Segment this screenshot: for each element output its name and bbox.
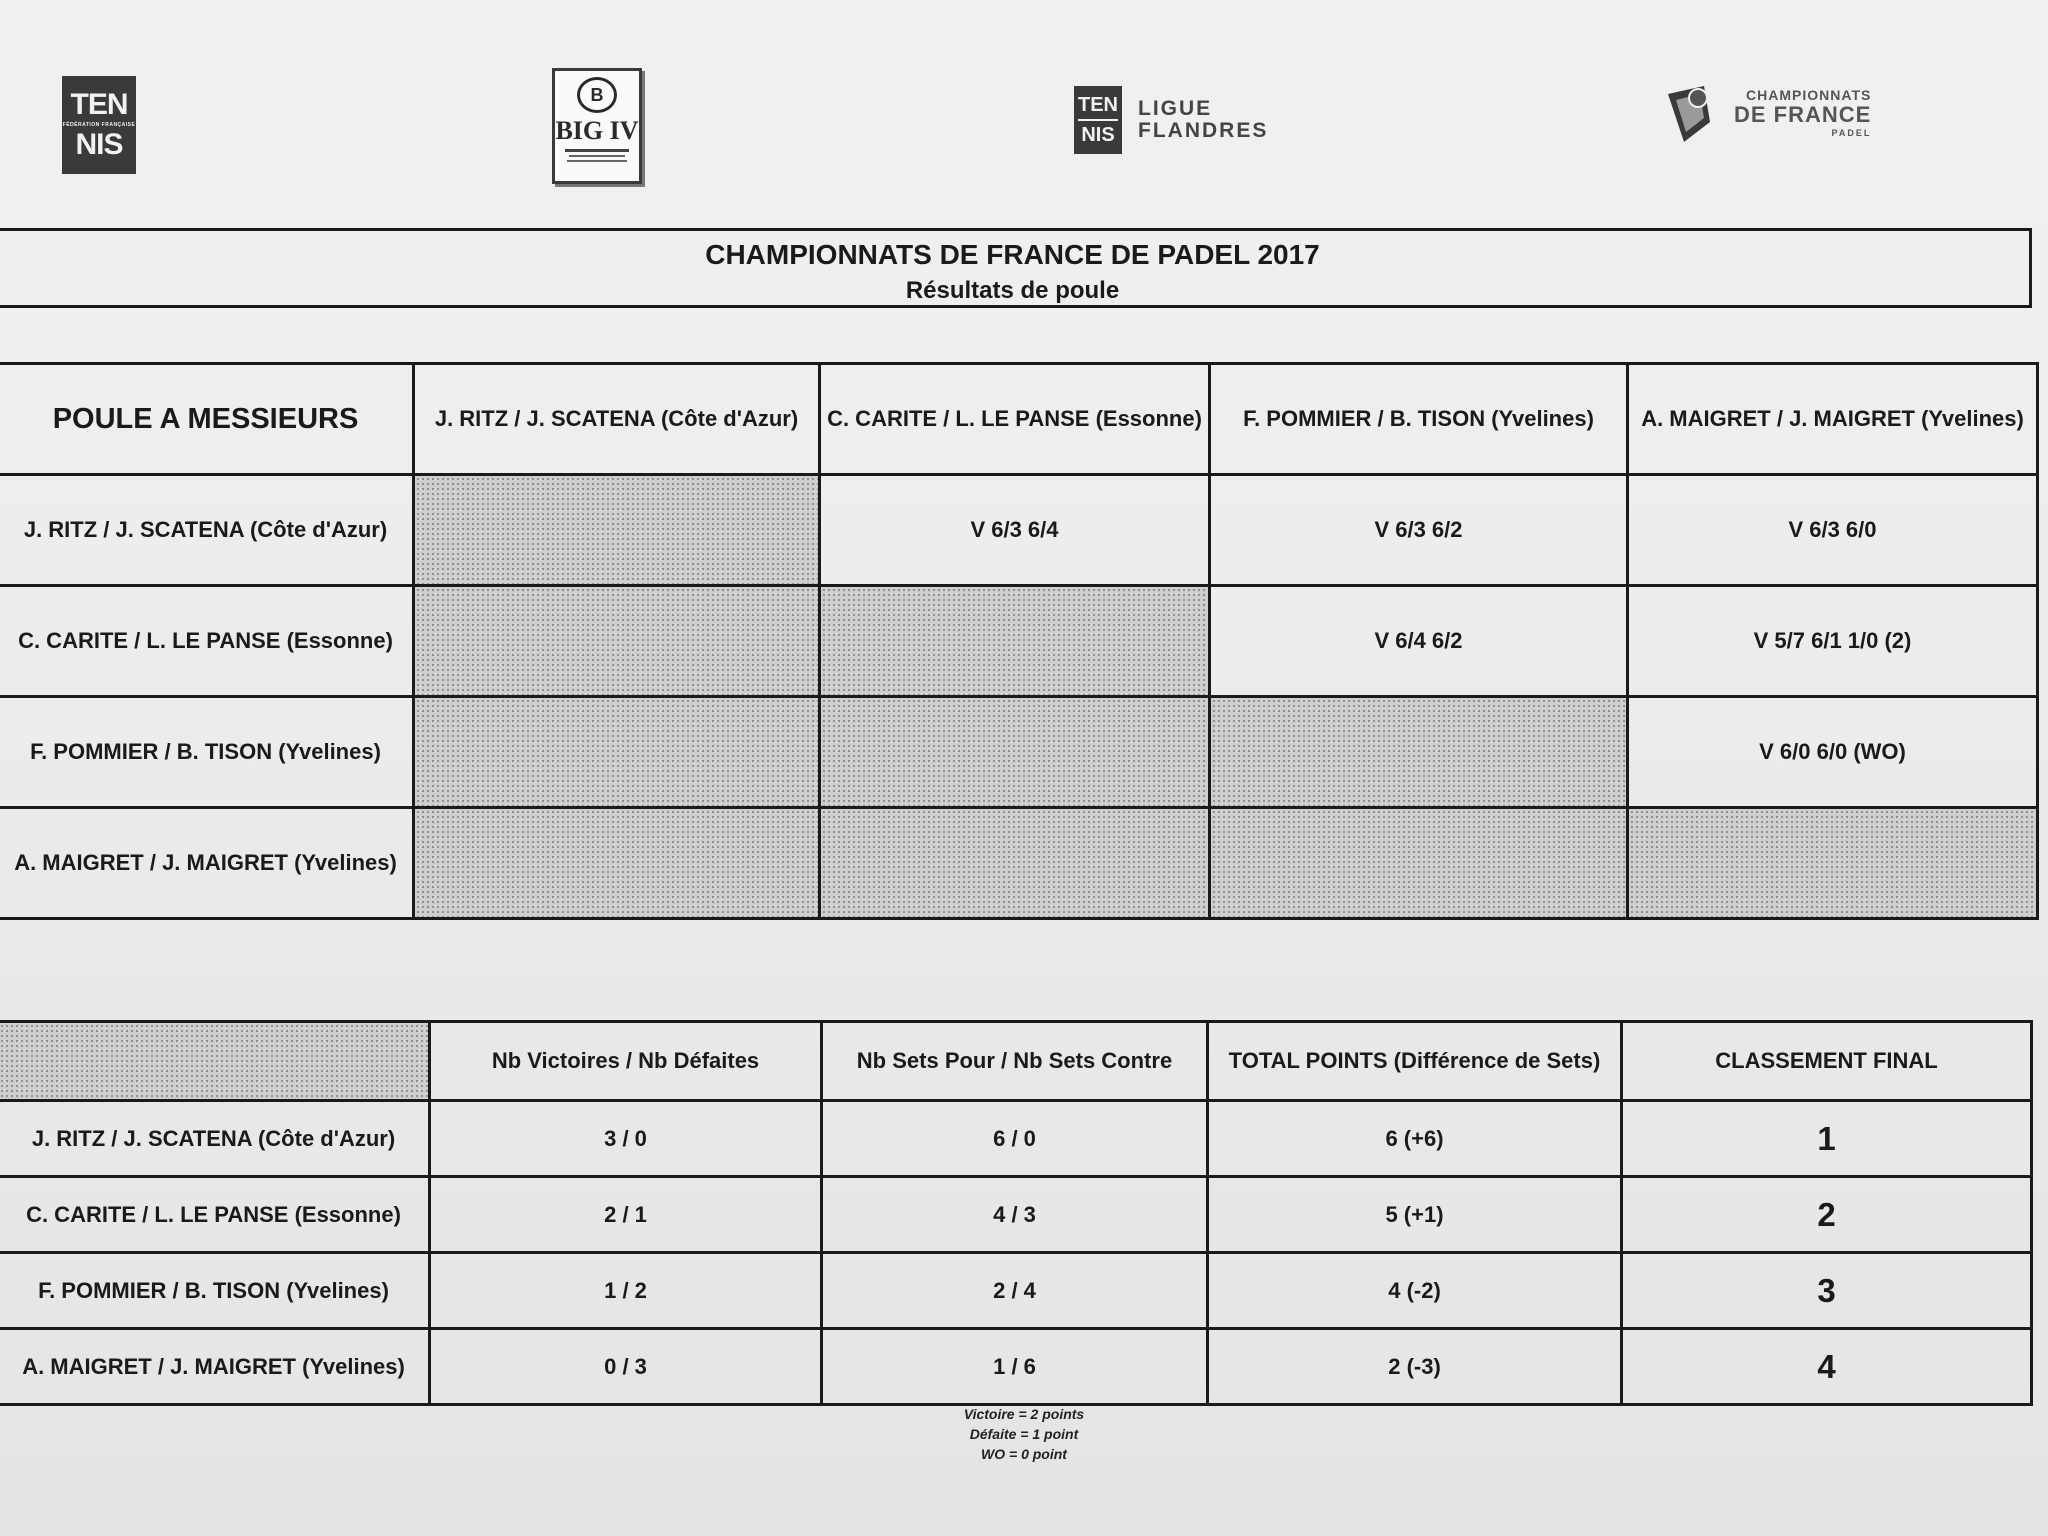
results-cell-blank bbox=[820, 808, 1210, 919]
big-iv-logo-rule bbox=[567, 160, 627, 162]
standings-wins-losses: 2 / 1 bbox=[430, 1177, 822, 1253]
ligue-box-line2: NIS bbox=[1081, 124, 1115, 146]
results-cell-blank bbox=[1628, 808, 2038, 919]
results-row bbox=[0, 697, 2038, 808]
big-iv-logo-rule bbox=[565, 149, 629, 152]
ligue-text bbox=[1138, 98, 1268, 142]
cdf-logo-text bbox=[1734, 86, 1871, 143]
results-cell: V 6/3 6/2 bbox=[1210, 475, 1628, 586]
results-column-header: J. RITZ / J. SCATENA (Côte d'Azur) bbox=[414, 364, 820, 475]
title-box bbox=[0, 228, 2032, 308]
standings-table bbox=[0, 1020, 2033, 1406]
standings-header-row bbox=[0, 1022, 2032, 1101]
scoring-notes bbox=[924, 1404, 1124, 1464]
standings-rank: 3 bbox=[1622, 1253, 2032, 1329]
standings-wins-losses: 0 / 3 bbox=[430, 1329, 822, 1405]
standings-column-header: TOTAL POINTS (Différence de Sets) bbox=[1208, 1022, 1622, 1101]
fft-logo-small-text: FÉDÉRATION FRANÇAISE bbox=[62, 122, 136, 128]
standings-points: 6 (+6) bbox=[1208, 1101, 1622, 1177]
results-cell: V 6/4 6/2 bbox=[1210, 586, 1628, 697]
cdf-logo-line1: CHAMPIONNATS bbox=[1746, 86, 1872, 103]
results-cell: V 6/3 6/4 bbox=[820, 475, 1210, 586]
standings-points: 5 (+1) bbox=[1208, 1177, 1622, 1253]
results-row bbox=[0, 586, 2038, 697]
standings-column-header: Nb Victoires / Nb Défaites bbox=[430, 1022, 822, 1101]
standings-team: A. MAIGRET / J. MAIGRET (Yvelines) bbox=[0, 1329, 430, 1405]
big-iv-crest-icon: B bbox=[577, 77, 617, 113]
results-row bbox=[0, 808, 2038, 919]
results-cell-blank bbox=[820, 697, 1210, 808]
standings-sets: 4 / 3 bbox=[822, 1177, 1208, 1253]
standings-rank: 2 bbox=[1622, 1177, 2032, 1253]
standings-sets: 2 / 4 bbox=[822, 1253, 1208, 1329]
page-subtitle: Résultats de poule bbox=[905, 277, 1120, 304]
ligue-box-rule bbox=[1078, 119, 1118, 121]
championnats-de-france-padel-logo bbox=[1664, 82, 1871, 146]
standings-row bbox=[0, 1329, 2032, 1405]
pool-name: POULE A MESSIEURS bbox=[0, 364, 414, 475]
standings-team: J. RITZ / J. SCATENA (Côte d'Azur) bbox=[0, 1101, 430, 1177]
pool-results-table bbox=[0, 362, 2039, 920]
results-cell-blank bbox=[414, 808, 820, 919]
standings-wins-losses: 1 / 2 bbox=[430, 1253, 822, 1329]
standings-sets: 6 / 0 bbox=[822, 1101, 1208, 1177]
ligue-flandres-logo bbox=[1074, 86, 1268, 154]
results-cell-blank bbox=[820, 586, 1210, 697]
results-header-row bbox=[0, 364, 2038, 475]
cdf-logo-line3: PADEL bbox=[1831, 127, 1872, 138]
results-cell-blank bbox=[414, 586, 820, 697]
standings-team: F. POMMIER / B. TISON (Yvelines) bbox=[0, 1253, 430, 1329]
results-cell: V 5/7 6/1 1/0 (2) bbox=[1628, 586, 2038, 697]
results-cell: V 6/3 6/0 bbox=[1628, 475, 2038, 586]
ligue-box-line1: TEN bbox=[1078, 94, 1118, 116]
results-cell-blank bbox=[1210, 697, 1628, 808]
results-column-header: C. CARITE / L. LE PANSE (Essonne) bbox=[820, 364, 1210, 475]
results-cell-blank bbox=[414, 697, 820, 808]
standings-points: 2 (-3) bbox=[1208, 1329, 1622, 1405]
standings-rank: 4 bbox=[1622, 1329, 2032, 1405]
scoring-note: Défaite = 1 point bbox=[969, 1426, 1079, 1442]
standings-row bbox=[0, 1253, 2032, 1329]
fft-tennis-logo bbox=[62, 76, 136, 174]
results-row-team: J. RITZ / J. SCATENA (Côte d'Azur) bbox=[0, 475, 414, 586]
cdf-logo-line2: DE FRANCE bbox=[1734, 101, 1872, 127]
standings-corner bbox=[0, 1022, 430, 1101]
page-title: CHAMPIONNATS DE FRANCE DE PADEL 2017 bbox=[705, 239, 1320, 270]
big-iv-logo bbox=[552, 68, 642, 184]
big-iv-logo-name: BIG IV bbox=[555, 116, 639, 145]
padel-racket-icon bbox=[1664, 82, 1728, 146]
fft-logo-line2: NIS bbox=[75, 128, 123, 161]
results-cell-blank bbox=[414, 475, 820, 586]
results-cell: V 6/0 6/0 (WO) bbox=[1628, 697, 2038, 808]
results-row-team: F. POMMIER / B. TISON (Yvelines) bbox=[0, 697, 414, 808]
standings-column-header: CLASSEMENT FINAL bbox=[1622, 1022, 2032, 1101]
results-row-team: A. MAIGRET / J. MAIGRET (Yvelines) bbox=[0, 808, 414, 919]
scoring-note: WO = 0 point bbox=[981, 1446, 1067, 1462]
big-iv-logo-rule bbox=[569, 155, 625, 157]
standings-row bbox=[0, 1101, 2032, 1177]
standings-points: 4 (-2) bbox=[1208, 1253, 1622, 1329]
standings-team: C. CARITE / L. LE PANSE (Essonne) bbox=[0, 1177, 430, 1253]
results-column-header: A. MAIGRET / J. MAIGRET (Yvelines) bbox=[1628, 364, 2038, 475]
ligue-text-line2: FLANDRES bbox=[1138, 119, 1269, 142]
standings-sets: 1 / 6 bbox=[822, 1329, 1208, 1405]
ligue-tennis-box bbox=[1074, 86, 1122, 154]
results-row-team: C. CARITE / L. LE PANSE (Essonne) bbox=[0, 586, 414, 697]
results-cell-blank bbox=[1210, 808, 1628, 919]
results-column-header: F. POMMIER / B. TISON (Yvelines) bbox=[1210, 364, 1628, 475]
fft-logo-line1: TEN bbox=[70, 88, 128, 121]
results-row bbox=[0, 475, 2038, 586]
standings-wins-losses: 3 / 0 bbox=[430, 1101, 822, 1177]
scoring-note: Victoire = 2 points bbox=[963, 1406, 1085, 1422]
standings-column-header: Nb Sets Pour / Nb Sets Contre bbox=[822, 1022, 1208, 1101]
standings-rank: 1 bbox=[1622, 1101, 2032, 1177]
ligue-text-line1: LIGUE bbox=[1138, 97, 1213, 120]
standings-row bbox=[0, 1177, 2032, 1253]
